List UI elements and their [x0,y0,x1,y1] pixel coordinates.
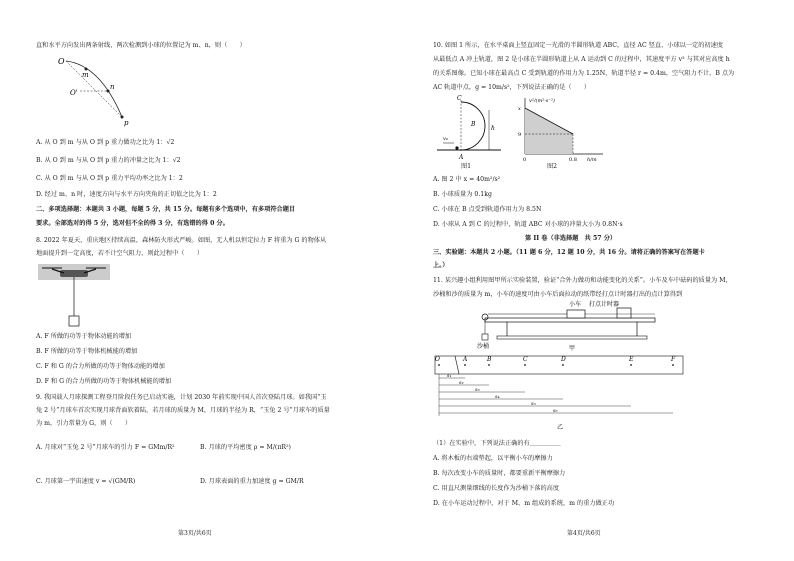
q7-option-a: A. 从 O 到 m 与从 O 到 p 重力做功之比为 1：√2 [36,139,175,146]
q10-option-c: C. 小球在 B 点受到轨道作用力为 8.5N [433,206,542,213]
fig2-xlabel: h/m [587,157,597,163]
q8-line1: 8. 2022 年夏天，重庆地区持续高温，森林防火形式严峻。如图，无人机以恒定拉力 F 将重为 G 的物体从 [36,237,327,244]
q8-option-a: A. F 所做的功等于物体动能的增加 [36,333,132,340]
right-page [397,0,794,561]
tape-s2: s₂ [459,380,464,386]
part2-title: 第 II 卷（非选择题 共 57 分） [525,235,617,242]
q7-option-c: C. 从 O 到 m 与从 O 到 p 重力平均功率之比为 1：2 [36,175,183,182]
fig2-tick-x-value: x [518,106,521,112]
q10-figure2 [517,96,607,162]
q9-option-d: D. 月球表面的重力加速度 g = GM/R [200,478,304,485]
tape-s4: s₄ [495,394,500,400]
q11-option-c: C. 用直尺测量细线的长度作为沙桶下落的高度 [433,485,560,492]
fig1-label-a: A [459,154,464,161]
q9-option-c: C. 月球第一宇宙速度 v = √(GM/R) [36,478,136,485]
tape-point-f: F [671,356,676,363]
fig2-caption: 图2 [547,163,558,170]
tape-point-e: E [629,356,634,363]
fig1-label-v0: v₀ [443,136,448,142]
q8-option-b: B. F 所做的功等于物体机械能的增加 [36,348,138,355]
section3-line2: 上。） [433,262,449,269]
q10-option-a: A. 图 2 中 x = 40m²/s² [433,176,501,183]
q11-option-d: D. 在小车运动过程中，对于 M、m 组成的系统，m 的重力做正功 [433,500,615,507]
q7-tail: 直和水平方向发出两条射线，两次检测到小球的位置记为 m、n，则（ ） [36,42,246,49]
setup-label-bucket: 沙桶 [477,343,490,350]
q10-option-b: B. 小球质量为 0.1kg [433,191,492,198]
q9-line3: 为 m，引力常量为 G，则（ ） [36,420,132,427]
q10-option-d: D. 小球从 A 到 C 的过程中，轨道 ABC 对小球的冲量大小为 0.8N·s [433,221,623,228]
q11-tape-figure [435,352,685,422]
tape-s5: s₅ [531,401,536,407]
fig-label-n: n [110,83,115,91]
q11-line2: 沙桶和沙的质量为 m，小车的速度可由小车后面拉动的纸带经打点计时器打出的点计算得到 [433,291,683,298]
fig1-label-c: C [457,95,462,102]
q11-subquestion: （1）在实验中，下列说法正确的有＿＿＿＿＿ [433,440,561,447]
fig2-ylabel: v²/(m²·s⁻²) [529,98,555,104]
fig2-tick-x-08: 0.8 [569,157,577,163]
q10-figure1 [437,96,501,162]
tape-point-a: A [463,356,468,363]
setup-label-timer: 打点计时器 [589,301,620,308]
left-footer: 第3页/共6页 [178,530,212,537]
fig-label-o-prime: O' [70,89,78,97]
tape-point-b: B [487,356,492,363]
q9-option-a: A. 月球对“玉兔 2 号”月球车的引力 F = GMm/R² [36,444,175,451]
fig1-label-b: B [471,121,476,128]
q10-line2: 从最低点 A 冲上轨道，图 2 是小球在半圆形轨道上从 A 运动到 C 的过程中，其速度平方 v² 与其对应高度 h [433,56,730,63]
q10-line3: 的关系图像。已知小球在最高点 C 受到轨道的作用力为 1.25N，轨道半径 r = 0.4m，空气阻力不计，B 点为 [433,70,735,77]
setup-label-jia: 甲 [569,345,576,352]
q11-setup-figure [477,300,667,352]
fig-label-p: p [124,119,129,127]
section2-line2: 要求。全部选对的得 5 分，选对但不全的得 3 分，有选错的得 0 分。 [36,220,229,227]
q9-line2: 兔 2 号”月球车首次实现月球背面软着陆，若月球的质量为 M，月球的半径为 R，“玉兔 2 号”月球车的质量 [36,407,330,414]
q7-option-d: D. 经过 m、n 时，速度方向与水平方向夹角的正切值之比为 1：2 [36,191,217,198]
fig2-tick-x-0: 0 [523,157,527,163]
q7-figure [60,55,140,125]
section3-line1: 三、实验题：本题共 2 小题。（11 题 6 分，12 题 10 分，共 16 分。请将正确的答案写在答题卡 [433,249,705,256]
fig1-label-h: h [491,125,495,132]
fig-label-o: O [58,57,65,66]
q10-line1: 10. 如图 1 所示，在水平桌面上竖直固定一光滑的半圆形轨道 ABC，直径 AC 竖直，小球以一定的初速度 [433,42,723,49]
q11-option-b: B. 每次改变小车的质量时，都要重新平衡摩擦力 [433,470,566,477]
q8-line2: 地面提升到一定高度，若不计空气阻力，则此过程中（ ） [36,250,204,257]
q11-line1: 11. 某兴趣小组利用图甲所示实验装置，验证“合外力做功和动能变化的关系”。小车及车中砝码的质量为 M， [433,277,732,284]
q7-option-b: B. 从 O 到 m 与从 O 到 p 重力的冲量之比为 1：√2 [36,157,181,164]
tape-s3: s₃ [475,387,480,393]
tape-s1: s₁ [447,373,452,379]
tape-caption: 乙 [557,424,564,431]
q10-line4: AC 轨道中点，g = 10m/s²，下列说法正确的是（ ） [433,84,591,91]
q8-option-d: D. F 和 G 的合力所做的功等于物体机械能的增加 [36,378,172,385]
tape-point-c: C [523,356,528,363]
q9-option-b: B. 月球的平均密度 ρ = M/(πR²) [200,444,291,451]
q9-line1: 9. 我国载人月球探测工程登月阶段任务已启动实施，计划 2030 年前实现中国人首次登陆月球。如我国“玉 [36,394,327,401]
fig-label-m: m [82,71,89,79]
tape-point-d: D [561,356,566,363]
fig1-caption: 图1 [461,163,472,170]
tape-s6: s₆ [553,408,558,414]
section2-line1: 二、多项选择题：本题共 3 小题，每题 5 分，共 15 分。每题有多个选项中，有多项符合题目 [36,206,296,213]
setup-label-car: 小车 [569,301,582,308]
q8-option-c: C. F 和 G 的合力所做的功等于物体动能的增加 [36,363,165,370]
q11-option-a: A. 将木板的右端垫起，以平衡小车的摩擦力 [433,455,553,462]
fig2-tick-y-9: 9 [518,132,522,138]
drone-figure [38,264,110,332]
right-footer: 第4页/共6页 [567,530,601,537]
tape-point-o: O [435,356,440,363]
